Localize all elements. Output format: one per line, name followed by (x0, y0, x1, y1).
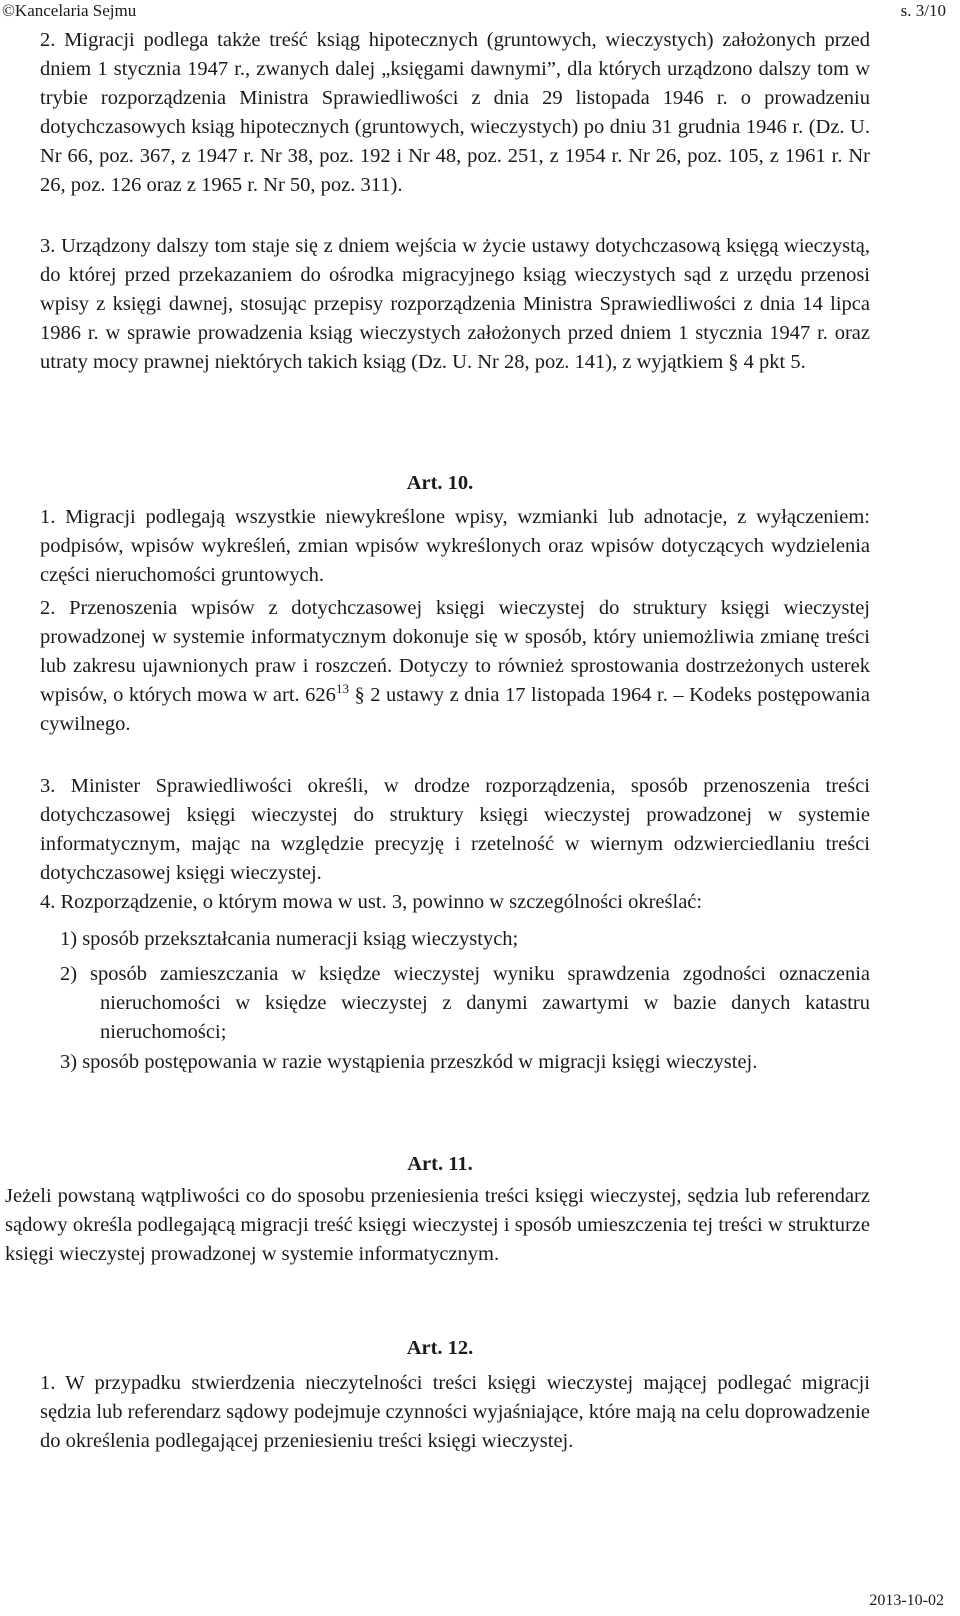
art10-para-2-text: 2. Przenoszenia wpisów z dotychczasowej księgi wieczystej do struktury księgi wieczystej prowadzonej w systemie informatycznym dokonuje się w sposób, który uniemożliwia zmianę treści lub zakresu ujawnionych praw i roszczeń. Dotyczy to również sprostowania dostrzeżonych usterek wpisów, o których mowa w art. 626 (40, 597, 870, 706)
page-number: s. 3/10 (900, 1, 946, 20)
art10-para-3: 3. Minister Sprawiedliwości określi, w drodze rozporządzenia, sposób przenoszenia treści dotychczasowej księgi wieczystej do struktury księgi wieczystej prowadzonej w systemie informatycznym, mając na względzie precyzję i rzetelność w wiernym odzwierciedlaniu treści dotychczasowej księgi wieczystej. (40, 775, 870, 884)
art10-heading: Art. 10. (406, 472, 474, 494)
art10-para-2-tail: § 2 ustawy z dnia 17 listopada 1964 r. – Kodeks postępowania cywilnego. (40, 684, 870, 735)
art11-heading: Art. 11. (407, 1153, 473, 1175)
list-item: 1) sposób przekształcania numeracji ksiąg wieczystych; (60, 928, 519, 950)
list-item: 2) sposób zamieszczania w księdze wieczystej wyniku sprawdzenia zgodności oznaczenia nieruchomości w księdze wieczystej z danymi zawartymi w bazie danych katastru nieruchomości; (60, 963, 870, 1043)
art10-para-4: 4. Rozporządzenie, o którym mowa w ust. 3, powinno w szczególności określać: (40, 891, 703, 913)
header-copyright: ©Kancelaria Sejmu (2, 1, 137, 20)
art9-para-3: 3. Urządzony dalszy tom staje się z dniem wejścia w życie ustawy dotychczasową księgą wieczystą, do której przed przekazaniem do ośrodka migracyjnego ksiąg wieczystych sąd z urzędu przenosi wpisy z księgi dawnej, stosując przepisy rozporządzenia Ministra Sprawiedliwości z dnia 14 lipca 1986 r. w sprawie prowadzenia ksiąg wieczystych założonych przed dniem 1 stycznia 1947 r. oraz utraty mocy prawnej niektórych takich ksiąg (Dz. U. Nr 28, poz. 141), z wyjątkiem § 4 pkt 5. (40, 235, 870, 373)
art11-para: Jeżeli powstaną wątpliwości co do sposobu przeniesienia treści księgi wieczystej, sędzia lub referendarz sądowy określa podlegającą migracji treść księgi wieczystej i sposób umieszczenia tej treści w strukturze księgi wieczystej prowadzonej w systemie informatycznym. (5, 1185, 870, 1265)
document-date: 2013-10-02 (869, 1592, 944, 1609)
list-item: 3) sposób postępowania w razie wystąpienia przeszkód w migracji księgi wieczystej. (60, 1051, 758, 1073)
art10-para-1: 1. Migracji podlegają wszystkie niewykreślone wpisy, wzmianki lub adnotacje, z wyłączeniem: podpisów, wpisów wykreśleń, zmian wpisów wykreślonych oraz wpisów dotyczących wydzielenia części nieruchomości gruntowych. (40, 506, 870, 586)
superscript: 13 (335, 681, 349, 697)
art12-para-1: 1. W przypadku stwierdzenia nieczytelności treści księgi wieczystej mającej podlegać migracji sędzia lub referendarz sądowy podejmuje czynności wyjaśniające, które mają na celu doprowadzenie do określenia podlegającej przeniesieniu treści księgi wieczystej. (40, 1372, 870, 1452)
art10-para-2 (40, 594, 870, 739)
art12-heading: Art. 12. (406, 1337, 474, 1359)
art9-para-2: 2. Migracji podlega także treść ksiąg hipotecznych (gruntowych, wieczystych) założonych przed dniem 1 stycznia 1947 r., zwanych dalej „księgami dawnymi”, dla których urządzono dalszy tom w trybie rozporządzenia Ministra Sprawiedliwości z dnia 29 listopada 1946 r. o prowadzeniu dotychczasowych ksiąg hipotecznych (gruntowych, wieczystych) po dniu 31 grudnia 1946 r. (Dz. U. Nr 66, poz. 367, z 1947 r. Nr 38, poz. 192 i Nr 48, poz. 251, z 1954 r. Nr 26, poz. 105, z 1961 r. Nr 26, poz. 126 oraz z 1965 r. Nr 50, poz. 311). (40, 29, 870, 196)
